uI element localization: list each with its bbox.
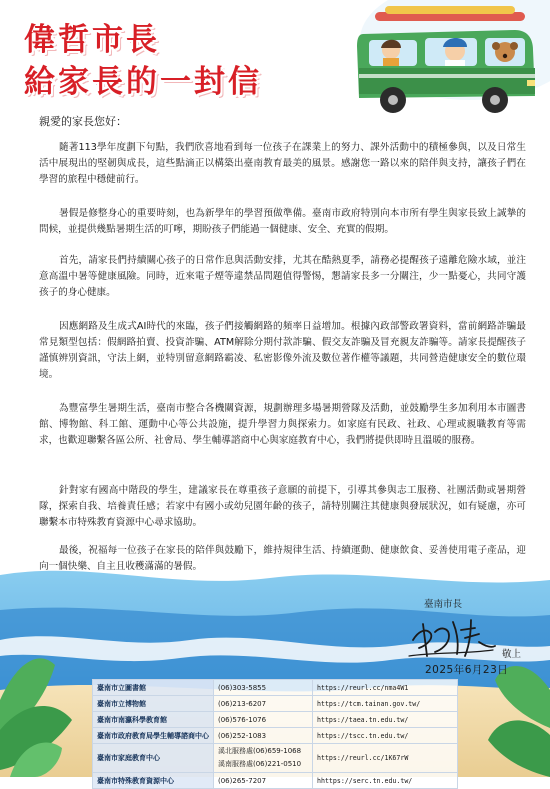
table-row: [93, 712, 458, 728]
contact-url[interactable]: https://taea.tn.edu.tw/: [313, 712, 458, 728]
table-row: [93, 773, 458, 789]
contact-name: 臺南市立博物館: [93, 696, 214, 712]
contact-url[interactable]: https://tcm.tainan.gov.tw/: [313, 696, 458, 712]
contact-url[interactable]: https://tscc.tn.edu.tw/: [313, 728, 458, 744]
closing-respect: 敬上: [502, 649, 522, 660]
contact-phone: 溪北服務處(06)659-1068: [218, 747, 302, 755]
title-line-1: 偉哲市長: [24, 22, 160, 58]
title-line-2: 給家長的一封信: [24, 64, 262, 100]
contact-name: 臺南市立圖書館: [93, 680, 214, 696]
contact-phone: (06)252-1083: [214, 728, 313, 744]
paragraph-2: 暑假是修整身心的重要時刻，也為新學年的學習預做準備。臺南市政府特別向本市所有學生與家長致上誠摯的問候，並提供幾點暑期生活的叮嚀，期盼孩子們能過一個健康、安全、充實的假期。: [39, 208, 526, 235]
contact-phone: (06)303-5855: [214, 680, 313, 696]
table-row: [93, 744, 458, 773]
contact-phone-group: [214, 744, 313, 773]
contact-name: 臺南市特殊教育資源中心: [93, 773, 214, 789]
signature-mark: [405, 612, 500, 662]
contact-phone: (06)265-7207: [214, 773, 313, 789]
contact-name: 臺南市家庭教育中心: [93, 744, 214, 773]
van-illustration: [345, 4, 545, 122]
paragraph-6: 針對家有國高中階段的學生，建議家長在尊重孩子意願的前提下，引導其參與志工服務、社團活動或暑期營隊，探索自我、培養責任感；若家中有國小或幼兒園年齡的孩子，請特別關注其健康與發展狀況，如有疑慮，亦可聯繫本市特殊教育資源中心尋求協助。: [39, 485, 526, 528]
table-row: [93, 696, 458, 712]
contact-phone: (06)213-6207: [214, 696, 313, 712]
letter-date: 2025年6月23日: [425, 664, 509, 676]
table-row: [93, 680, 458, 696]
contact-phone: (06)576-1076: [214, 712, 313, 728]
sender-title: 臺南市長: [424, 599, 463, 610]
contact-table: [92, 679, 458, 789]
contact-phone: 溪南服務處(06)221-0510: [218, 760, 302, 768]
paragraph-4: 因應網路及生成式AI時代的來臨，孩子們接觸網路的頻率日益增加。根據內政部警政署資料，當前網路詐騙最常見類型包括：假網路拍賣、投資詐騙、ATM解除分期付款詐騙、假交友詐騙及冒充親友詐騙等。請家長提醒孩子謹慎辨別資訊，守法上網，並特別留意網路霸凌、私密影像外流及數位著作權等議題，共同營造健康安全的數位環境。: [39, 321, 526, 380]
contact-name: 臺南市政府教育局學生輔導諮商中心: [93, 728, 214, 744]
paragraph-5: 為豐富學生暑期生活，臺南市整合各機關資源，規劃辦理多場暑期營隊及活動，並鼓勵學生多加利用本市圖書館、博物館、科工館、運動中心等公共設施，提升學習力與探索力。如家庭有民政、社政、心理或親職教育等需求，也歡迎聯繫各區公所、社會局、學生輔導諮商中心與家庭教育中心，我們將提供即時且溫暖的服務。: [39, 403, 526, 446]
contact-name: 臺南市南瀛科學教育館: [93, 712, 214, 728]
contact-url[interactable]: hhttps://serc.tn.edu.tw/: [313, 773, 458, 789]
paragraph-1: 隨著113學年度劃下句點，我們欣喜地看到每一位孩子在課業上的努力、課外活動中的積極參與，以及日常生活中展現出的堅韌與成長，這些點滴正以構築出臺南教育最美的風景。感謝您一路以來的陪伴與支持，讓孩子們在學習的旅程中穩健前行。: [39, 142, 526, 185]
contact-url[interactable]: https://reurl.cc/nma4W1: [313, 680, 458, 696]
table-row: [93, 728, 458, 744]
contact-url[interactable]: https://reurl.cc/1K67rW: [313, 744, 458, 773]
paragraph-7: 最後，祝福每一位孩子在家長的陪伴與鼓勵下，維持規律生活、持續運動、健康飲食、妥善使用電子產品，迎向一個快樂、自主且收穫滿滿的暑假。: [39, 545, 526, 572]
greeting: 親愛的家長您好：: [39, 115, 127, 128]
paragraph-3: 首先，請家長們持續關心孩子的日常作息與活動安排，尤其在酷熱夏季，請務必提醒孩子遠離危險水域，並注意高溫中暑等健康風險。同時，近來電子煙等違禁品問題值得警惕，懇請家長多一分關注，少一點憂心，共同守護孩子的身心健康。: [39, 255, 526, 298]
